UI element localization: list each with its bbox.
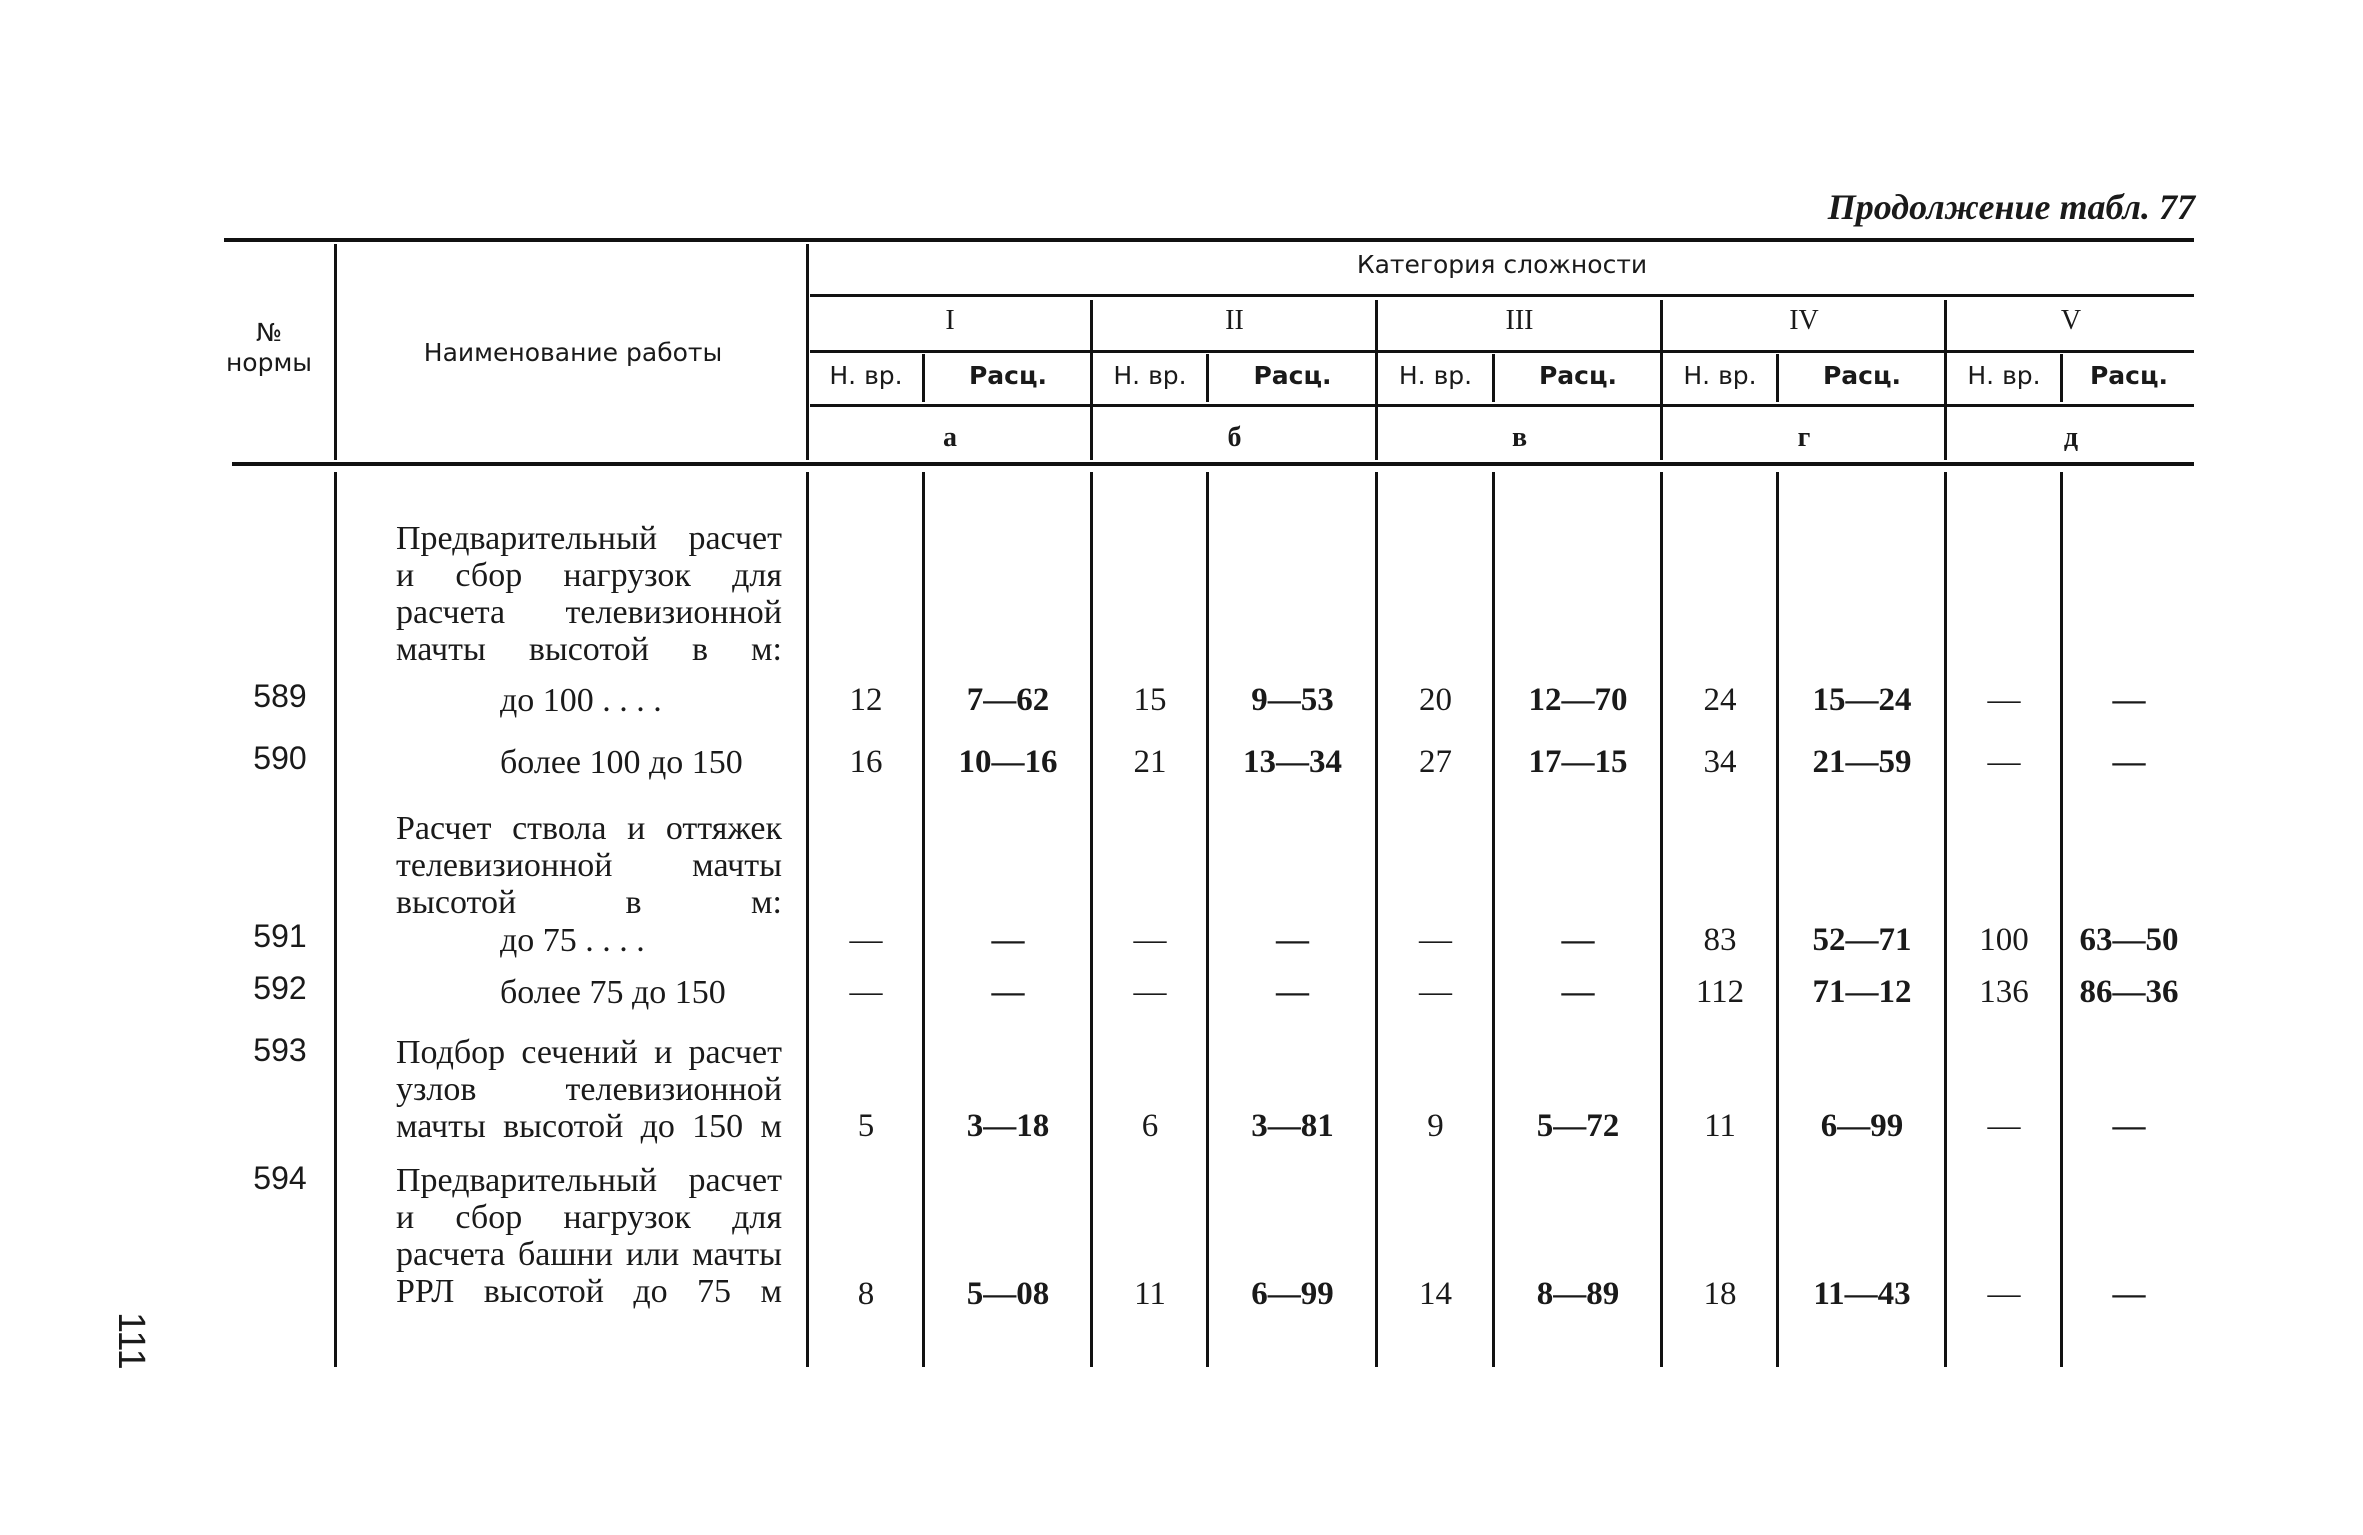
row-label: Предварительный расчет и сбор нагрузок для расчета башни или мачты РРЛ высотой до 75 м: [396, 1162, 782, 1310]
table-cell: 136: [1979, 974, 2029, 1010]
body-divider: [922, 472, 925, 1367]
table-cell: 11: [1134, 1276, 1166, 1312]
table-cell: 83: [1703, 922, 1737, 958]
norm-number: 590: [253, 740, 307, 776]
table-cell: 11: [1704, 1108, 1736, 1144]
body-divider: [1776, 472, 1779, 1367]
category-roman: III: [1505, 305, 1534, 336]
category-rule: [810, 294, 2194, 297]
table-cell: —: [1276, 922, 1309, 958]
column-letter: д: [2063, 422, 2079, 453]
roman-rule: [810, 350, 2194, 353]
table-top-rule: [224, 238, 2194, 242]
norm-time-header: Н. вр.: [829, 361, 903, 390]
table-cell: 5—08: [966, 1276, 1050, 1312]
body-divider: [1944, 472, 1947, 1367]
body-divider: [1492, 472, 1495, 1367]
table-cell: 12—70: [1528, 682, 1628, 718]
table-cell: —: [1133, 922, 1167, 958]
table-cell: 9: [1427, 1108, 1444, 1144]
table-cell: 20: [1419, 682, 1452, 718]
norm-number: 594: [253, 1160, 307, 1196]
table-cell: —: [991, 922, 1025, 958]
table-cell: 16: [849, 744, 883, 780]
column-letter: б: [1227, 422, 1242, 453]
rate-header: Расц.: [2089, 361, 2169, 390]
row-label: до 100 . . . .: [500, 682, 662, 719]
table-cell: —: [1987, 744, 2021, 780]
table-cell: 63—50: [2079, 922, 2179, 958]
body-divider: [1090, 472, 1093, 1367]
table-cell: —: [1987, 682, 2021, 718]
norm-time-header: Н. вр.: [1683, 361, 1757, 390]
table-cell: 34: [1703, 744, 1737, 780]
table-cell: 5: [857, 1108, 875, 1144]
row-label: до 75 . . . .: [500, 922, 645, 959]
table-cell: 86—36: [2079, 974, 2179, 1010]
table-cell: 6: [1141, 1108, 1159, 1144]
subheader-divider: [1492, 354, 1495, 402]
rate-header: Расц.: [1538, 361, 1618, 390]
table-cell: —: [1987, 1276, 2021, 1312]
table-cell: 10—16: [958, 744, 1058, 780]
table-cell: 3—18: [966, 1108, 1050, 1144]
category-roman: I: [945, 305, 955, 336]
norm-number: 589: [253, 678, 307, 714]
table-cell: 21—59: [1812, 744, 1912, 780]
table-cell: —: [2112, 682, 2146, 718]
category-roman: II: [1225, 305, 1244, 336]
table-cell: —: [1561, 974, 1595, 1010]
rate-header: Расц.: [1822, 361, 1902, 390]
norm-time-header: Н. вр.: [1113, 361, 1187, 390]
norm-time-header: Н. вр.: [1398, 361, 1473, 390]
table-cell: 52—71: [1812, 922, 1912, 958]
table-cell: —: [1276, 974, 1309, 1010]
body-divider: [806, 472, 809, 1367]
table-cell: 3—81: [1251, 1108, 1334, 1144]
table-cell: 5—72: [1536, 1108, 1620, 1144]
table-cell: 6—99: [1820, 1108, 1904, 1144]
table-cell: 27: [1419, 744, 1452, 780]
table-cell: 12: [849, 682, 883, 718]
table-cell: 14: [1419, 1276, 1452, 1312]
header-divider: [1090, 300, 1093, 460]
table-caption: Продолжение табл. 77: [1827, 187, 2195, 227]
table-cell: 24: [1703, 682, 1737, 718]
body-divider: [1206, 472, 1209, 1367]
table-cell: 100: [1979, 922, 2029, 958]
table-cell: —: [1419, 974, 1452, 1010]
table-cell: 8: [857, 1276, 875, 1312]
table-cell: —: [849, 974, 883, 1010]
subheader-rule: [810, 404, 2194, 407]
subheader-divider: [1206, 354, 1209, 402]
table-cell: 13—34: [1243, 744, 1342, 780]
category-roman: IV: [1789, 305, 1819, 336]
norm-time-header: Н. вр.: [1967, 361, 2041, 390]
table-cell: 7—62: [966, 682, 1050, 718]
table-cell: —: [1561, 922, 1595, 958]
header-divider: [334, 244, 337, 460]
block-title: Расчет ствола и оттяжек телевизионной мачты высотой в м:: [396, 810, 782, 921]
norm-number-header: № нормы: [225, 318, 313, 377]
subheader-divider: [922, 354, 925, 402]
body-divider: [1660, 472, 1663, 1367]
row-label: более 75 до 150: [500, 974, 726, 1011]
subheader-divider: [2060, 354, 2063, 402]
table-cell: —: [1987, 1108, 2021, 1144]
table-cell: —: [991, 974, 1025, 1010]
table-cell: —: [1419, 922, 1452, 958]
column-letter: в: [1511, 422, 1528, 453]
category-roman: V: [2060, 305, 2082, 336]
row-label: Подбор сечений и расчет узлов телевизионной мачты высотой до 150 м: [396, 1034, 782, 1145]
table-cell: 15—24: [1812, 682, 1912, 718]
body-divider: [2060, 472, 2063, 1367]
column-letter: а: [943, 422, 957, 453]
table-cell: 17—15: [1528, 744, 1628, 780]
page-number: 111: [110, 1312, 152, 1370]
column-letter: г: [1797, 422, 1811, 453]
norm-number: 591: [253, 918, 307, 954]
header-divider: [1660, 300, 1663, 460]
table-cell: —: [849, 922, 883, 958]
rate-header: Расц.: [1253, 361, 1332, 390]
table-cell: 15: [1133, 682, 1167, 718]
table-cell: 9—53: [1251, 682, 1334, 718]
subheader-divider: [1776, 354, 1779, 402]
table-cell: 18: [1703, 1276, 1737, 1312]
table-cell: —: [2112, 744, 2146, 780]
table-cell: 6—99: [1251, 1276, 1334, 1312]
table-cell: 112: [1695, 974, 1745, 1010]
header-bottom-rule: [232, 462, 2194, 466]
table-cell: —: [2112, 1276, 2146, 1312]
table-cell: —: [1133, 974, 1167, 1010]
norm-number: 592: [253, 970, 307, 1006]
block-title: Предварительный расчет и сбор нагрузок для расчета телевизионной мачты высотой в м:: [396, 520, 782, 668]
table-cell: 71—12: [1812, 974, 1912, 1010]
table-cell: 8—89: [1536, 1276, 1620, 1312]
rate-header: Расц.: [968, 361, 1048, 390]
table-cell: 11—43: [1813, 1276, 1911, 1312]
body-divider: [1375, 472, 1378, 1367]
header-divider: [1944, 300, 1947, 460]
table-cell: 21: [1133, 744, 1167, 780]
category-header: Категория сложности: [1356, 250, 1648, 279]
table-cell: —: [2112, 1108, 2146, 1144]
row-label: более 100 до 150: [500, 744, 743, 781]
header-divider: [1375, 300, 1378, 460]
norm-number: 593: [253, 1032, 307, 1068]
header-divider: [806, 244, 809, 460]
work-name-header: Наименование работы: [423, 338, 723, 367]
